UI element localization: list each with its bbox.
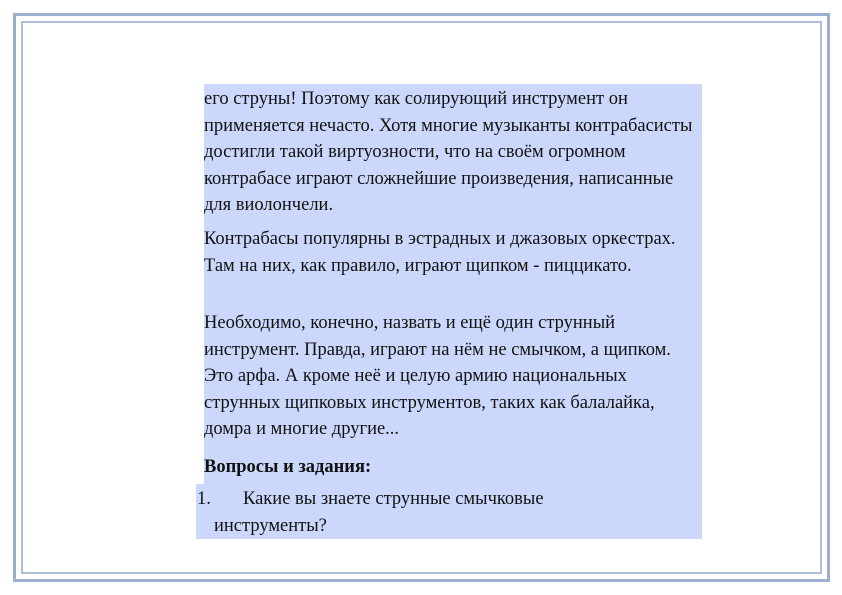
- question-text-line-2: инструменты?: [214, 515, 327, 536]
- text-block: [196, 84, 702, 539]
- question-item-1: [196, 484, 702, 539]
- question-number: 1.: [197, 489, 211, 509]
- paragraph-2: Контрабасы популярны в эстрадных и джазовых оркестрах. Там на них, как правило, играют щипком - пиццикато.: [204, 224, 702, 308]
- paragraph-3: Необходимо, конечно, назвать и ещё один струнный инструмент. Правда, играют на нём не смычком, а щипком. Это арфа. А кроме неё и целую армию национальных струнных щипковых инструментов, таких как балалайка, домра и многие другие...: [204, 308, 702, 448]
- paragraph-1: его струны! Поэтому как солирующий инструмент он применяется нечасто. Хотя многие музыканты контрабасисты достигли такой виртуозности, что на своём огромном контрабасе играют сложнейшие произведения, написанные для виолончели.: [204, 84, 702, 224]
- questions-heading: Вопросы и задания:: [204, 448, 702, 484]
- question-text-line-1: Какие вы знаете струнные смычковые: [243, 489, 544, 509]
